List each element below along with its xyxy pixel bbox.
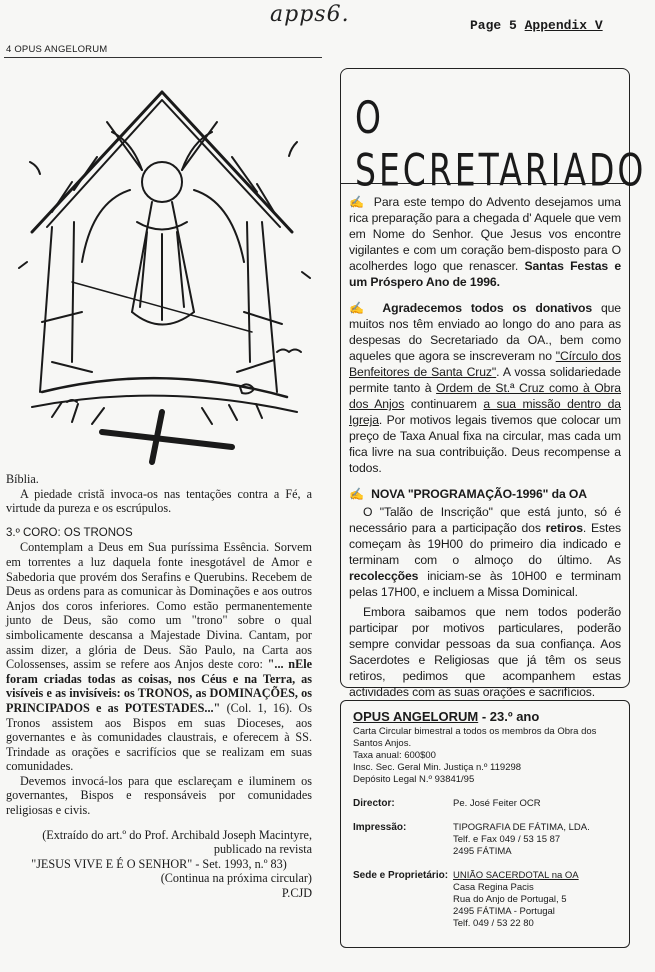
header-rule [4, 57, 322, 58]
colophon-deposito: Depósito Legal N.º 93841/95 [353, 774, 475, 785]
tronos-text-cont: (Col. 1, 16). Os Tronos assistem aos Bispos em suas Dioceses, aos governantes e às comunidades claustrais, e oferecem à SS. Trindade as orações e sacrifícios que se realizam em suas comunidades. [6, 700, 312, 774]
advent-paragraph: ✍ Para este tempo do Advento desejamos uma rica preparação para a chegada d' Aquele que vem em Nome do Senhor. Que Jesus vos encontre vigilantes e com um coração bem-disposto para O acolherdes logo que renascer. Santas Festas e um Próspero Ano de 1996. [349, 195, 621, 289]
left-column-text [6, 472, 312, 901]
secretariado-title: O SECRETARIADO [355, 91, 647, 197]
colophon-title: OPUS ANGELORUM - 23.º ano [353, 709, 540, 724]
source-line: "JESUS VIVE E É O SENHOR" - Set. 1993, n.º 83) [31, 856, 287, 871]
pen-icon: ✍ [349, 487, 364, 501]
section-heading: 3.º CORO: OS TRONOS [6, 526, 133, 539]
page-header [470, 18, 603, 33]
colophon-taxa: Taxa anual: 600$00 [353, 750, 436, 761]
programacao-paragraph: O "Talão de Inscrição" que está junto, só é necessário para a participação dos retiros. Estes começam às 19H00 do primeiro dia indicado e terminam com o almoço do último. As recolecções iniciam-se às 10H00 e terminam pelas 17H00, e incluem a Missa Dominical. [349, 505, 621, 599]
sede-row: Sede e Proprietário: UNIÃO SACERDOTAL na OA Casa Regina Pacis Rua do Anjo de Portugal, 5 2495 FÁTIMA - Portugal Telf. 049 / 53 22 80 [353, 870, 579, 929]
appendix-label: Appendix V [524, 18, 603, 33]
colophon-insc: Insc. Sec. Geral Min. Justiça n.º 119298 [353, 762, 522, 773]
continuation-note: (Continua na próxima circular) [160, 871, 312, 886]
director-row: Director: Pe. José Feiter OCR [353, 798, 541, 809]
text-paragraph [6, 540, 312, 774]
text-line: Devemos invocá-los para que esclareçam e iluminem os governantes, Bispos e responsáveis por comunidades religiosas e civis. [6, 773, 312, 818]
handwritten-annotation: apps6. [270, 2, 350, 27]
pen-icon: ✍ [349, 195, 366, 209]
text-line: A piedade cristã invoca-os nas tentações contra a Fé, a virtude da pureza e os escrúpulos. [6, 486, 312, 516]
scripture-quote: "... nEle foram criadas todas as coisas, nos Céus e na Terra, as visíveis e as invisíveis: os TRONOS, as DOMINAÇÕES, os PRINCIPADOS e as POTESTADES..." [6, 657, 313, 715]
secretariado-box [340, 68, 647, 699]
colophon-box [340, 700, 630, 948]
invitation-paragraph: Embora saibamos que nem todos poderão participar por motivos particulares, poderão sempre convidar pessoas da sua confiança. Aos Sacerdotes e Religiosas que já têm os seus retiros, pedimos que acompanhem estas actividades com as suas orações e sacrifícios. [349, 605, 621, 699]
angel-nativity-illustration [12, 62, 317, 472]
colophon-description: Carta Circular bimestral a todos os membros da Obra dos Santos Anjos. [353, 726, 597, 749]
tronos-text: Contemplam a Deus em Sua puríssima Essência. Sorvem em torrentes a luz daquela fonte inesgotável de Amor e Sabedoria que provém dos Serafins e Querubins. Recebem de Deus as ordens para as comunicar às Dominações e aos outros Anjos dos coros inferiores. Como estão permanentemente junto de Deus, são como um "trono" sobre o qual simbolicamente descansa a Majestade Divina. Cantam, por assim dizer, a glória de Deus. São Paulo, na Carta aos Colossenses, assim se refere aos Anjos deste coro: [6, 540, 312, 672]
running-head: 4 OPUS ANGELORUM [6, 44, 108, 55]
programacao-heading: ✍ NOVA "PROGRAMAÇÃO-1996" da OA [349, 487, 588, 501]
greeting: Santas Festas e um Próspero Ano de 1996. [349, 259, 621, 289]
impressao-row: Impressão: TIPOGRAFIA DE FÁTIMA, LDA. Telf. e Fax 049 / 53 15 87 2495 FÁTIMA [353, 822, 590, 857]
signature: P.CJD [281, 886, 312, 901]
text-line: Bíblia. [6, 472, 39, 486]
source-line: (Extraído do art.º do Prof. Archibald Joseph Macintyre, publicado na revista [42, 827, 312, 857]
pen-icon: ✍ [349, 301, 370, 315]
donations-paragraph: ✍ Agradecemos todos os donativos que muitos nos têm enviado ao longo do ano para as despesas do Secretariado da OA., bem como aqueles que agora se inscreveram no "Círculo dos Benfeitores de Santa Cruz". A vossa solidariedade permite tanto à Ordem de St.ª Cruz como à Obra dos Anjos continuarem a sua missão dentro da Igreja. Por motivos legais tivemos que colocar um preço de Taxa Anual fixa na circular, mas cada um fica livre na sua contribuição. Deus recompense a todos. [349, 301, 621, 475]
page-label: Page 5 [470, 18, 517, 33]
